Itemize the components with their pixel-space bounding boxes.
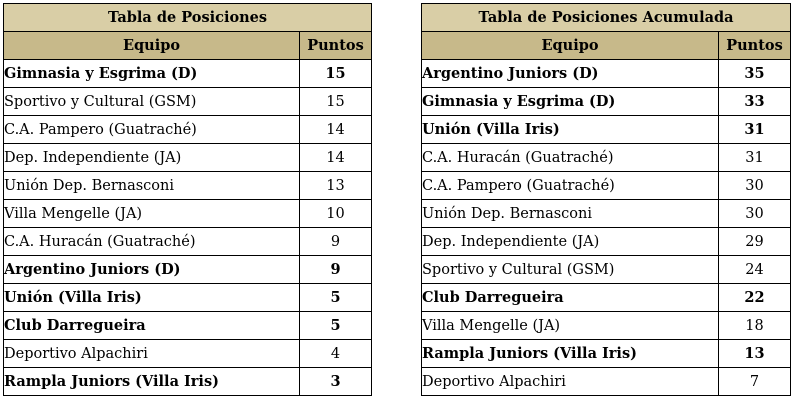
team-name: Club Darregueira [4, 312, 300, 340]
team-points: 35 [719, 60, 791, 88]
team-name: C.A. Pampero (Guatraché) [422, 172, 719, 200]
team-points: 7 [719, 368, 791, 396]
team-points: 14 [300, 116, 372, 144]
team-points: 14 [300, 144, 372, 172]
column-header-team: Equipo [4, 32, 300, 60]
team-points: 5 [300, 284, 372, 312]
team-name: Rampla Juniors (Villa Iris) [422, 340, 719, 368]
table-row [4, 144, 372, 172]
table-row [4, 172, 372, 200]
table-row [422, 200, 791, 228]
table-row [422, 284, 791, 312]
table-row [4, 368, 372, 396]
team-name: Dep. Independiente (JA) [422, 228, 719, 256]
team-name: Argentino Juniors (D) [422, 60, 719, 88]
table-row [4, 340, 372, 368]
team-name: C.A. Pampero (Guatraché) [4, 116, 300, 144]
team-points: 3 [300, 368, 372, 396]
table-row [4, 256, 372, 284]
table-row [422, 116, 791, 144]
team-points: 24 [719, 256, 791, 284]
table-row [422, 256, 791, 284]
team-name: Sportivo y Cultural (GSM) [4, 88, 300, 116]
team-name: Argentino Juniors (D) [4, 256, 300, 284]
standings-table [3, 3, 372, 396]
team-name: Dep. Independiente (JA) [4, 144, 300, 172]
team-points: 13 [300, 172, 372, 200]
team-points: 15 [300, 60, 372, 88]
team-name: Gimnasia y Esgrima (D) [4, 60, 300, 88]
team-name: Gimnasia y Esgrima (D) [422, 88, 719, 116]
table-row [422, 368, 791, 396]
team-name: Club Darregueira [422, 284, 719, 312]
team-name: Sportivo y Cultural (GSM) [422, 256, 719, 284]
team-points: 9 [300, 256, 372, 284]
team-points: 15 [300, 88, 372, 116]
table-row [4, 284, 372, 312]
team-name: C.A. Huracán (Guatraché) [422, 144, 719, 172]
table-row [422, 60, 791, 88]
team-points: 9 [300, 228, 372, 256]
team-name: Villa Mengelle (JA) [422, 312, 719, 340]
table-row [422, 312, 791, 340]
team-points: 13 [719, 340, 791, 368]
team-points: 31 [719, 144, 791, 172]
team-points: 4 [300, 340, 372, 368]
table-title: Tabla de Posiciones Acumulada [422, 4, 791, 32]
table-row [4, 200, 372, 228]
team-name: Unión Dep. Bernasconi [422, 200, 719, 228]
team-points: 22 [719, 284, 791, 312]
column-header-team: Equipo [422, 32, 719, 60]
team-name: C.A. Huracán (Guatraché) [4, 228, 300, 256]
team-points: 29 [719, 228, 791, 256]
table-row [422, 340, 791, 368]
table-row [422, 144, 791, 172]
team-points: 18 [719, 312, 791, 340]
team-name: Villa Mengelle (JA) [4, 200, 300, 228]
table-row [4, 88, 372, 116]
team-points: 5 [300, 312, 372, 340]
column-header-points: Puntos [719, 32, 791, 60]
team-points: 30 [719, 200, 791, 228]
team-name: Rampla Juniors (Villa Iris) [4, 368, 300, 396]
column-header-points: Puntos [300, 32, 372, 60]
table-row [4, 116, 372, 144]
table-row [4, 60, 372, 88]
team-name: Unión Dep. Bernasconi [4, 172, 300, 200]
table-row [422, 228, 791, 256]
team-name: Deportivo Alpachiri [4, 340, 300, 368]
team-points: 10 [300, 200, 372, 228]
team-points: 30 [719, 172, 791, 200]
table-row [4, 312, 372, 340]
team-points: 33 [719, 88, 791, 116]
table-title: Tabla de Posiciones [4, 4, 372, 32]
team-points: 31 [719, 116, 791, 144]
table-row [422, 172, 791, 200]
team-name: Unión (Villa Iris) [4, 284, 300, 312]
team-name: Deportivo Alpachiri [422, 368, 719, 396]
accumulated-standings-table [421, 3, 791, 396]
table-row [422, 88, 791, 116]
table-row [4, 228, 372, 256]
team-name: Unión (Villa Iris) [422, 116, 719, 144]
